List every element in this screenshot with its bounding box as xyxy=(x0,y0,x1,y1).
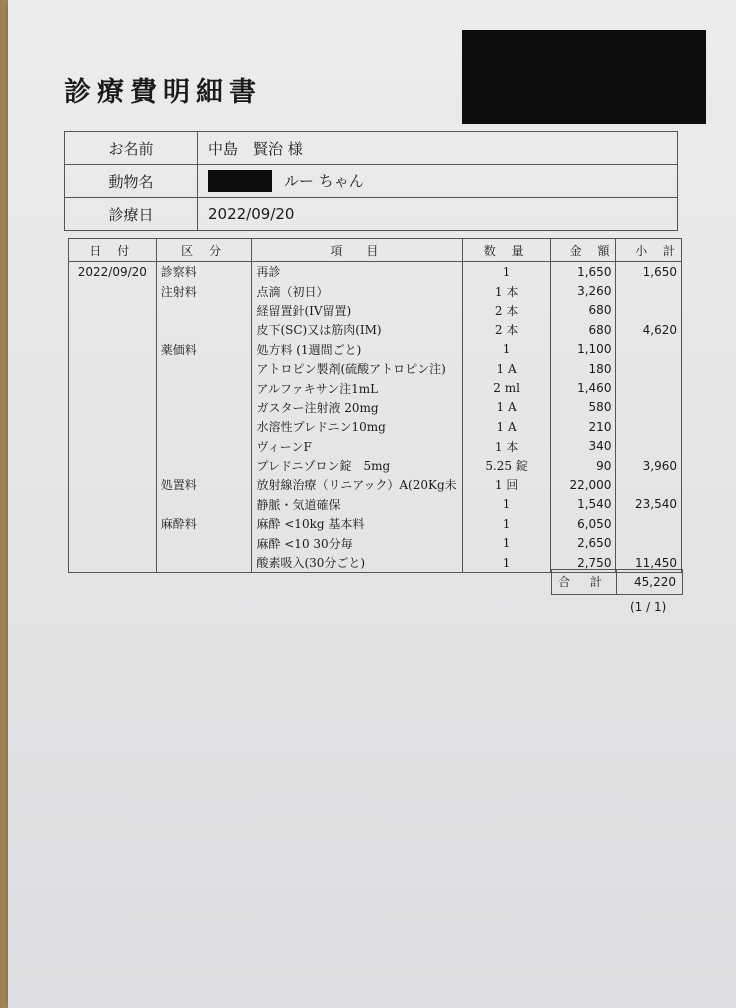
page-indicator: (1 / 1) xyxy=(630,600,667,614)
row-item: 酸素吸入(30分ごと) xyxy=(252,553,463,573)
row-amount: 1,540 xyxy=(550,495,616,514)
animal-cell xyxy=(198,165,678,198)
row-amount: 1,100 xyxy=(550,340,616,359)
table-row xyxy=(69,398,682,417)
date-row xyxy=(65,198,678,231)
row-amount: 180 xyxy=(550,359,616,378)
table-row xyxy=(69,340,682,359)
row-amount: 340 xyxy=(550,437,616,456)
row-date xyxy=(69,359,157,378)
row-category: 処置料 xyxy=(156,475,252,494)
table-row xyxy=(69,281,682,300)
name-label: お名前 xyxy=(65,132,198,165)
row-category xyxy=(156,456,252,475)
row-item: 麻酔 <10 30分毎 xyxy=(252,533,463,552)
total-label: 合 計 xyxy=(552,570,617,594)
row-date xyxy=(69,320,157,339)
row-amount: 210 xyxy=(550,417,616,436)
row-amount: 680 xyxy=(550,301,616,320)
row-subtotal xyxy=(616,378,682,397)
row-subtotal xyxy=(616,533,682,552)
row-date xyxy=(69,456,157,475)
row-subtotal: 11,450 xyxy=(616,553,682,573)
row-quantity: 5.25 錠 xyxy=(463,456,551,475)
row-item: 処方料 (1週間ごと) xyxy=(252,340,463,359)
header-subtotal: 小 計 xyxy=(616,239,682,262)
row-subtotal xyxy=(616,340,682,359)
row-category xyxy=(156,320,252,339)
row-category xyxy=(156,553,252,573)
row-category xyxy=(156,378,252,397)
row-category xyxy=(156,301,252,320)
row-quantity: 1 xyxy=(463,495,551,514)
row-category xyxy=(156,437,252,456)
row-date xyxy=(69,533,157,552)
total-box xyxy=(551,569,683,595)
table-row xyxy=(69,533,682,552)
name-value: 中島 賢治 様 xyxy=(198,132,678,165)
row-quantity: 1 A xyxy=(463,417,551,436)
row-subtotal xyxy=(616,398,682,417)
row-amount: 6,050 xyxy=(550,514,616,533)
document-title: 診療費明細書 xyxy=(64,77,262,108)
date-label: 診療日 xyxy=(65,198,198,231)
row-date xyxy=(69,398,157,417)
detail-table xyxy=(68,238,682,573)
row-amount: 680 xyxy=(550,320,616,339)
row-quantity: 1 A xyxy=(463,359,551,378)
row-category xyxy=(156,359,252,378)
row-subtotal xyxy=(616,281,682,300)
row-quantity: 2 本 xyxy=(463,301,551,320)
row-quantity: 1 xyxy=(463,553,551,573)
header-quantity: 数 量 xyxy=(463,239,551,262)
row-date xyxy=(69,340,157,359)
row-category xyxy=(156,398,252,417)
row-subtotal xyxy=(616,301,682,320)
row-date: 2022/09/20 xyxy=(69,262,157,282)
row-category: 注射料 xyxy=(156,281,252,300)
header-amount: 金 額 xyxy=(550,239,616,262)
patient-info-table xyxy=(64,131,678,231)
row-date xyxy=(69,475,157,494)
row-item: 再診 xyxy=(252,262,463,282)
row-item: ヴィーンF xyxy=(252,437,463,456)
table-row xyxy=(69,437,682,456)
row-date xyxy=(69,495,157,514)
row-item: 水溶性プレドニン10mg xyxy=(252,417,463,436)
row-item: アトロピン製剤(硫酸アトロピン注) xyxy=(252,359,463,378)
name-row xyxy=(65,132,678,165)
row-subtotal: 1,650 xyxy=(616,262,682,282)
row-quantity: 1 回 xyxy=(463,475,551,494)
table-row xyxy=(69,514,682,533)
row-amount: 1,460 xyxy=(550,378,616,397)
row-amount: 22,000 xyxy=(550,475,616,494)
animal-row xyxy=(65,165,678,198)
row-date xyxy=(69,281,157,300)
table-row xyxy=(69,301,682,320)
row-subtotal xyxy=(616,475,682,494)
row-quantity: 1 本 xyxy=(463,437,551,456)
row-subtotal: 3,960 xyxy=(616,456,682,475)
row-quantity: 1 xyxy=(463,533,551,552)
row-amount: 1,650 xyxy=(550,262,616,282)
table-row xyxy=(69,456,682,475)
date-value: 2022/09/20 xyxy=(198,198,678,231)
row-quantity: 2 本 xyxy=(463,320,551,339)
row-amount: 90 xyxy=(550,456,616,475)
row-category: 薬価料 xyxy=(156,340,252,359)
row-subtotal: 4,620 xyxy=(616,320,682,339)
row-amount: 2,750 xyxy=(550,553,616,573)
row-item: 放射線治療（リニアック）A(20Kg未 xyxy=(252,475,463,494)
row-subtotal: 23,540 xyxy=(616,495,682,514)
animal-label: 動物名 xyxy=(65,165,198,198)
header-item: 項 目 xyxy=(252,239,463,262)
table-row xyxy=(69,262,682,282)
animal-value: ルー ちゃん xyxy=(284,171,364,190)
row-item: 皮下(SC)又は筋肉(IM) xyxy=(252,320,463,339)
redaction-block-animal xyxy=(208,170,272,192)
table-row xyxy=(69,320,682,339)
row-quantity: 1 xyxy=(463,340,551,359)
row-subtotal xyxy=(616,514,682,533)
table-row xyxy=(69,359,682,378)
row-quantity: 1 xyxy=(463,262,551,282)
row-date xyxy=(69,553,157,573)
row-subtotal xyxy=(616,359,682,378)
table-row xyxy=(69,417,682,436)
table-row xyxy=(69,475,682,494)
row-category xyxy=(156,417,252,436)
row-category: 診察料 xyxy=(156,262,252,282)
table-row xyxy=(69,495,682,514)
row-date xyxy=(69,437,157,456)
row-amount: 3,260 xyxy=(550,281,616,300)
row-category xyxy=(156,533,252,552)
row-item: プレドニゾロン錠 5mg xyxy=(252,456,463,475)
row-item: 経留置針(IV留置) xyxy=(252,301,463,320)
detail-header-row xyxy=(69,239,682,262)
row-category: 麻酔料 xyxy=(156,514,252,533)
row-amount: 2,650 xyxy=(550,533,616,552)
row-item: 麻酔 <10kg 基本料 xyxy=(252,514,463,533)
row-date xyxy=(69,301,157,320)
row-item: アルファキサン注1mL xyxy=(252,378,463,397)
row-date xyxy=(69,417,157,436)
row-subtotal xyxy=(616,437,682,456)
row-item: 点滴（初日） xyxy=(252,281,463,300)
row-quantity: 1 A xyxy=(463,398,551,417)
row-quantity: 2 ml xyxy=(463,378,551,397)
row-date xyxy=(69,378,157,397)
row-item: ガスター注射液 20mg xyxy=(252,398,463,417)
redaction-block-clinic xyxy=(462,30,706,124)
row-date xyxy=(69,514,157,533)
row-subtotal xyxy=(616,417,682,436)
invoice-paper xyxy=(8,0,736,1008)
row-amount: 580 xyxy=(550,398,616,417)
header-category: 区 分 xyxy=(156,239,252,262)
total-value: 45,220 xyxy=(634,575,676,589)
row-quantity: 1 xyxy=(463,514,551,533)
header-date: 日 付 xyxy=(69,239,157,262)
row-quantity: 1 本 xyxy=(463,281,551,300)
table-row xyxy=(69,378,682,397)
row-category xyxy=(156,495,252,514)
row-item: 静脈・気道確保 xyxy=(252,495,463,514)
